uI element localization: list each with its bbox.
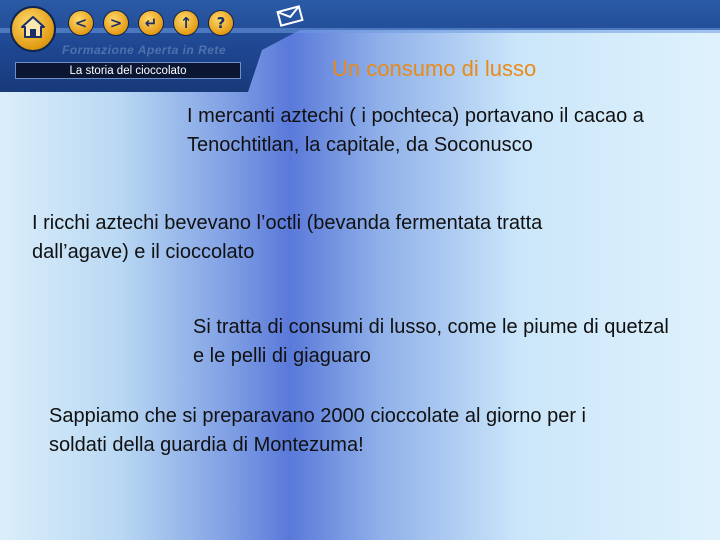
forward-button[interactable] bbox=[103, 10, 129, 36]
back-button[interactable] bbox=[68, 10, 94, 36]
return-button[interactable] bbox=[138, 10, 164, 36]
paragraph-merchants: I mercanti aztechi ( i pochteca) portavano il cacao a Tenochtitlan, la capitale, da Soconusco bbox=[187, 105, 644, 156]
home-icon bbox=[20, 15, 46, 44]
question-icon: ? bbox=[216, 13, 226, 32]
chevron-left-icon: < bbox=[74, 13, 88, 32]
help-button[interactable] bbox=[208, 10, 234, 36]
return-icon: ↵ bbox=[144, 13, 158, 32]
slide-title: Un consumo di lusso bbox=[332, 56, 537, 81]
section-label: La storia del cioccolato bbox=[15, 62, 241, 79]
home-button[interactable] bbox=[10, 6, 56, 52]
up-arrow-icon: ↑ bbox=[179, 13, 193, 32]
up-button[interactable] bbox=[173, 10, 199, 36]
watermark-logo: Formazione Aperta in Rete bbox=[62, 43, 227, 57]
paragraph-montezuma: Sappiamo che si preparavano 2000 cioccolate al giorno per i soldati della guardia di Montezuma! bbox=[49, 405, 587, 456]
paragraph-rich-aztecs: I ricchi aztechi bevevano l’octli (bevanda fermentata tratta dall’agave) e il cioccolato bbox=[32, 212, 543, 263]
paragraph-luxury: Si tratta di consumi di lusso, come le piume di quetzal e le pelli di giaguaro bbox=[193, 316, 669, 367]
chevron-right-icon: > bbox=[109, 13, 123, 32]
envelope-icon[interactable] bbox=[275, 4, 305, 28]
